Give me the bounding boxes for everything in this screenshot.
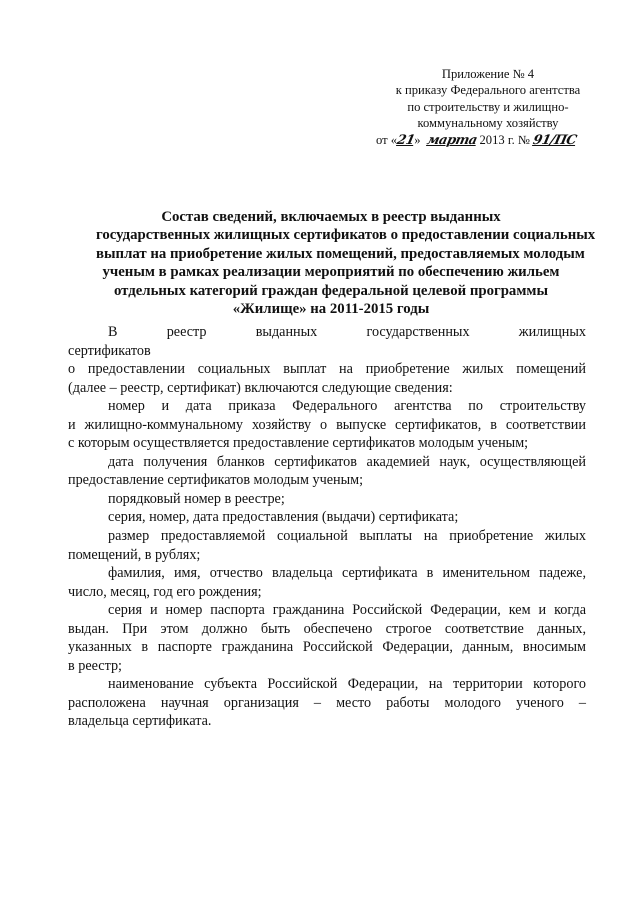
paragraph bbox=[68, 601, 586, 675]
order-year-number-label: 2013 г. № bbox=[479, 132, 530, 147]
title-line: выплат на приобретение жилых помещений, предоставляемых молодым bbox=[96, 245, 585, 262]
paragraph-line: дата получения бланков сертификатов академией наук, осуществляющей bbox=[108, 453, 586, 470]
paragraph-line: предоставление сертификатов молодым ученым; bbox=[68, 472, 364, 489]
paragraph bbox=[68, 564, 586, 601]
paragraph bbox=[68, 490, 586, 509]
order-date-line bbox=[372, 132, 604, 149]
paragraph-line: расположена научная организация – место работы молодого ученого – bbox=[68, 694, 586, 711]
paragraph bbox=[68, 323, 586, 397]
title-line: отдельных категорий граждан федеральной целевой программы bbox=[113, 282, 549, 299]
paragraph bbox=[68, 397, 586, 453]
paragraph-line: размер предоставляемой социальной выплаты на приобретение жилых bbox=[108, 528, 586, 545]
handwritten-day: 21 bbox=[395, 132, 416, 148]
paragraph-line: В реестр выданных государственных жилищных сертификатов bbox=[68, 324, 586, 359]
title-line: ученым в рамках реализации мероприятий по обеспечению жильем bbox=[102, 264, 560, 281]
paragraph-line: число, месяц, год его рождения; bbox=[68, 583, 262, 600]
paragraph-line: помещений, в рублях; bbox=[68, 546, 201, 563]
paragraph-line: серия и номер паспорта гражданина Российской Федерации, кем и когда bbox=[108, 602, 586, 619]
date-day-close: » bbox=[414, 132, 421, 147]
paragraph-line: указанных в паспорте гражданина Российской Федерации, данным, вносимым bbox=[68, 639, 586, 656]
handwritten-month: марта bbox=[425, 132, 479, 148]
appendix-order-ref: к приказу Федерального агентства bbox=[395, 83, 581, 98]
appendix-agency-line-2: коммунальному хозяйству bbox=[417, 116, 559, 131]
paragraph bbox=[68, 508, 586, 527]
paragraph-line: (далее – реестр, сертификат) включаются следующие сведения: bbox=[68, 379, 453, 396]
paragraph-line: наименование субъекта Российской Федерации, на территории которого bbox=[108, 676, 586, 693]
date-prefix: от « bbox=[376, 132, 398, 147]
title-line: государственных жилищных сертификатов о предоставлении социальных bbox=[96, 227, 596, 244]
handwritten-order-number: 91/ПС bbox=[531, 132, 578, 148]
paragraph bbox=[68, 527, 586, 564]
paragraph-line: порядковый номер в реестре; bbox=[108, 490, 285, 507]
title-line: Состав сведений, включаемых в реестр выданных bbox=[161, 209, 501, 225]
paragraph-line: и жилищно-коммунальному хозяйству о выпуске сертификатов, в соответствии bbox=[68, 416, 586, 433]
paragraph-line: фамилия, имя, отчество владельца сертификата в именительном падеже, bbox=[108, 565, 586, 582]
paragraph-line: владельца сертификата. bbox=[68, 713, 212, 730]
paragraph bbox=[68, 453, 586, 490]
paragraph-line: серия, номер, дата предоставления (выдачи) сертификата; bbox=[108, 509, 459, 526]
paragraph-line: в реестр; bbox=[68, 657, 122, 674]
appendix-header bbox=[372, 66, 604, 149]
appendix-number: Приложение № 4 bbox=[441, 67, 535, 81]
paragraph-line: номер и дата приказа Федерального агентства по строительству bbox=[108, 398, 586, 415]
paragraph bbox=[68, 675, 586, 731]
paragraph-line: с которым осуществляется предоставление сертификатов молодым ученым; bbox=[68, 435, 529, 452]
paragraph-line: выдан. При этом должно быть обеспечено строгое соответствие данных, bbox=[68, 620, 586, 637]
paragraph-line: о предоставлении социальных выплат на приобретение жилых помещений bbox=[68, 361, 586, 378]
title-line: «Жилище» на 2011-2015 годы bbox=[232, 301, 430, 318]
document-body bbox=[68, 323, 586, 731]
appendix-agency-line: по строительству и жилищно- bbox=[407, 99, 569, 114]
document-title bbox=[96, 208, 596, 318]
